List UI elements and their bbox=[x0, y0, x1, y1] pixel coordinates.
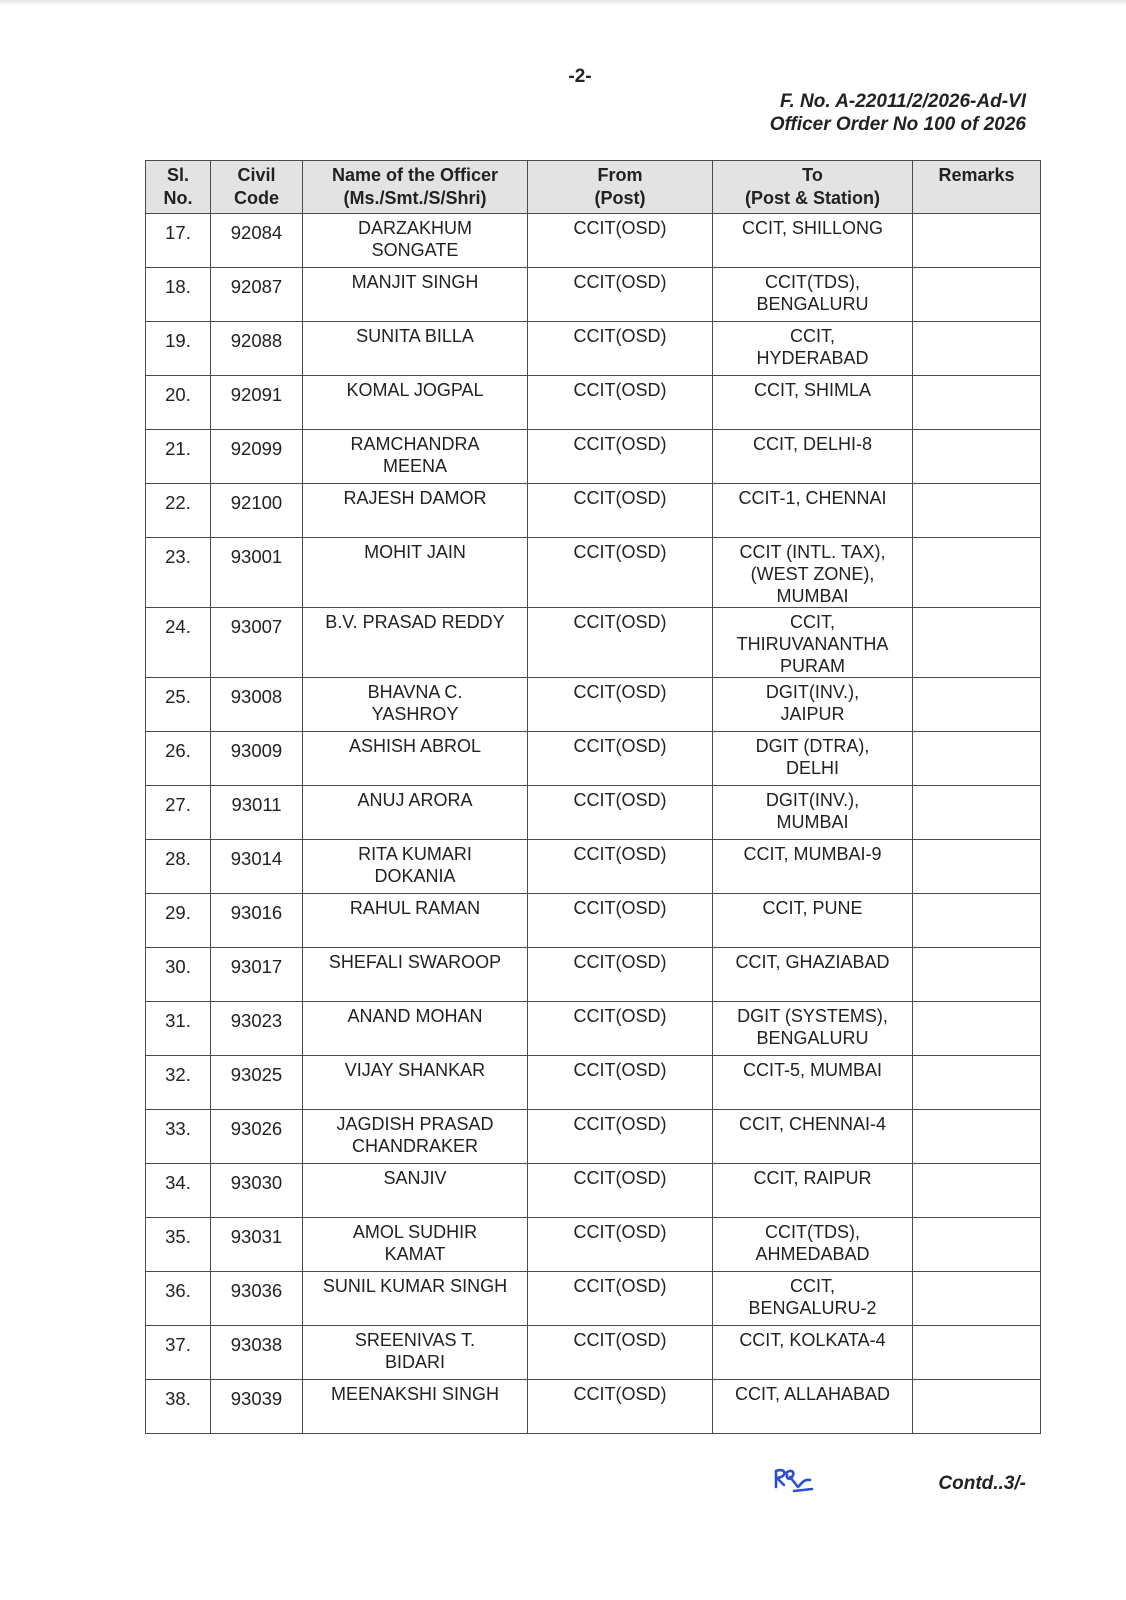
cell-remarks bbox=[913, 1326, 1041, 1380]
cell-sl-no: 21. bbox=[146, 430, 211, 484]
cell-civil-code: 93026 bbox=[211, 1110, 303, 1164]
table-row bbox=[146, 678, 1041, 732]
cell-officer-name: RITA KUMARI DOKANIA bbox=[303, 840, 528, 894]
cell-from-post: CCIT(OSD) bbox=[528, 1002, 713, 1056]
cell-sl-no: 17. bbox=[146, 214, 211, 268]
cell-civil-code: 93038 bbox=[211, 1326, 303, 1380]
cell-to-post-station: CCIT-1, CHENNAI bbox=[713, 484, 913, 538]
cell-to-post-station: CCIT, THIRUVANANTHA PURAM bbox=[713, 608, 913, 678]
cell-remarks bbox=[913, 268, 1041, 322]
cell-from-post: CCIT(OSD) bbox=[528, 608, 713, 678]
cell-to-post-station: CCIT, SHILLONG bbox=[713, 214, 913, 268]
officer-transfer-table bbox=[145, 160, 1041, 1434]
cell-civil-code: 93011 bbox=[211, 786, 303, 840]
cell-to-post-station: CCIT, GHAZIABAD bbox=[713, 948, 913, 1002]
cell-sl-no: 25. bbox=[146, 678, 211, 732]
cell-sl-no: 29. bbox=[146, 894, 211, 948]
cell-from-post: CCIT(OSD) bbox=[528, 538, 713, 608]
table-row bbox=[146, 1326, 1041, 1380]
cell-sl-no: 32. bbox=[146, 1056, 211, 1110]
cell-remarks bbox=[913, 538, 1041, 608]
table-row bbox=[146, 1056, 1041, 1110]
cell-civil-code: 93008 bbox=[211, 678, 303, 732]
cell-from-post: CCIT(OSD) bbox=[528, 894, 713, 948]
cell-civil-code: 92088 bbox=[211, 322, 303, 376]
cell-civil-code: 93001 bbox=[211, 538, 303, 608]
cell-civil-code: 93025 bbox=[211, 1056, 303, 1110]
table-row bbox=[146, 484, 1041, 538]
table-row bbox=[146, 268, 1041, 322]
cell-from-post: CCIT(OSD) bbox=[528, 430, 713, 484]
cell-officer-name: SREENIVAS T. BIDARI bbox=[303, 1326, 528, 1380]
cell-remarks bbox=[913, 430, 1041, 484]
cell-remarks bbox=[913, 894, 1041, 948]
cell-civil-code: 92087 bbox=[211, 268, 303, 322]
cell-officer-name: KOMAL JOGPAL bbox=[303, 376, 528, 430]
cell-civil-code: 92100 bbox=[211, 484, 303, 538]
cell-civil-code: 92084 bbox=[211, 214, 303, 268]
cell-remarks bbox=[913, 786, 1041, 840]
cell-remarks bbox=[913, 322, 1041, 376]
cell-civil-code: 93007 bbox=[211, 608, 303, 678]
cell-from-post: CCIT(OSD) bbox=[528, 1218, 713, 1272]
table-row bbox=[146, 608, 1041, 678]
cell-sl-no: 35. bbox=[146, 1218, 211, 1272]
cell-civil-code: 93039 bbox=[211, 1380, 303, 1434]
cell-remarks bbox=[913, 732, 1041, 786]
column-header-civil-code: Civil Code bbox=[211, 161, 303, 214]
cell-to-post-station: CCIT (INTL. TAX), (WEST ZONE), MUMBAI bbox=[713, 538, 913, 608]
cell-sl-no: 27. bbox=[146, 786, 211, 840]
table-row bbox=[146, 840, 1041, 894]
cell-to-post-station: CCIT, DELHI-8 bbox=[713, 430, 913, 484]
cell-remarks bbox=[913, 376, 1041, 430]
cell-to-post-station: CCIT, KOLKATA-4 bbox=[713, 1326, 913, 1380]
cell-to-post-station: CCIT, ALLAHABAD bbox=[713, 1380, 913, 1434]
page-number: -2- bbox=[568, 66, 592, 87]
cell-sl-no: 28. bbox=[146, 840, 211, 894]
column-header-officer-name: Name of the Officer (Ms./Smt./S/Shri) bbox=[303, 161, 528, 214]
cell-to-post-station: CCIT, BENGALURU-2 bbox=[713, 1272, 913, 1326]
cell-civil-code: 92099 bbox=[211, 430, 303, 484]
cell-officer-name: VIJAY SHANKAR bbox=[303, 1056, 528, 1110]
cell-sl-no: 37. bbox=[146, 1326, 211, 1380]
cell-remarks bbox=[913, 1272, 1041, 1326]
cell-to-post-station: DGIT(INV.), JAIPUR bbox=[713, 678, 913, 732]
cell-to-post-station: CCIT, SHIMLA bbox=[713, 376, 913, 430]
cell-officer-name: B.V. PRASAD REDDY bbox=[303, 608, 528, 678]
table-row bbox=[146, 376, 1041, 430]
file-number: F. No. A-22011/2/2026-Ad-VI bbox=[779, 91, 1026, 112]
cell-civil-code: 93030 bbox=[211, 1164, 303, 1218]
cell-officer-name: SUNIL KUMAR SINGH bbox=[303, 1272, 528, 1326]
cell-to-post-station: CCIT, HYDERABAD bbox=[713, 322, 913, 376]
table-row bbox=[146, 322, 1041, 376]
cell-from-post: CCIT(OSD) bbox=[528, 268, 713, 322]
order-number: Officer Order No 100 of 2026 bbox=[769, 114, 1026, 135]
cell-from-post: CCIT(OSD) bbox=[528, 840, 713, 894]
cell-officer-name: ASHISH ABROL bbox=[303, 732, 528, 786]
cell-from-post: CCIT(OSD) bbox=[528, 1326, 713, 1380]
cell-officer-name: ANAND MOHAN bbox=[303, 1002, 528, 1056]
cell-from-post: CCIT(OSD) bbox=[528, 322, 713, 376]
cell-civil-code: 93036 bbox=[211, 1272, 303, 1326]
table-row bbox=[146, 732, 1041, 786]
cell-officer-name: MOHIT JAIN bbox=[303, 538, 528, 608]
scan-edge bbox=[0, 0, 1126, 6]
cell-sl-no: 38. bbox=[146, 1380, 211, 1434]
cell-from-post: CCIT(OSD) bbox=[528, 376, 713, 430]
signature-initials bbox=[772, 1465, 816, 1500]
cell-sl-no: 18. bbox=[146, 268, 211, 322]
cell-remarks bbox=[913, 1218, 1041, 1272]
cell-civil-code: 93031 bbox=[211, 1218, 303, 1272]
table-row bbox=[146, 538, 1041, 608]
table-row bbox=[146, 1110, 1041, 1164]
table-row bbox=[146, 948, 1041, 1002]
cell-civil-code: 93009 bbox=[211, 732, 303, 786]
cell-sl-no: 31. bbox=[146, 1002, 211, 1056]
table-row bbox=[146, 1272, 1041, 1326]
cell-civil-code: 93014 bbox=[211, 840, 303, 894]
cell-sl-no: 19. bbox=[146, 322, 211, 376]
cell-remarks bbox=[913, 1164, 1041, 1218]
cell-remarks bbox=[913, 214, 1041, 268]
cell-civil-code: 93023 bbox=[211, 1002, 303, 1056]
cell-from-post: CCIT(OSD) bbox=[528, 948, 713, 1002]
cell-from-post: CCIT(OSD) bbox=[528, 786, 713, 840]
cell-to-post-station: DGIT (DTRA), DELHI bbox=[713, 732, 913, 786]
table-row bbox=[146, 1380, 1041, 1434]
cell-officer-name: RAJESH DAMOR bbox=[303, 484, 528, 538]
cell-officer-name: MEENAKSHI SINGH bbox=[303, 1380, 528, 1434]
cell-to-post-station: CCIT(TDS), AHMEDABAD bbox=[713, 1218, 913, 1272]
cell-to-post-station: CCIT(TDS), BENGALURU bbox=[713, 268, 913, 322]
cell-civil-code: 92091 bbox=[211, 376, 303, 430]
cell-officer-name: AMOL SUDHIR KAMAT bbox=[303, 1218, 528, 1272]
cell-officer-name: MANJIT SINGH bbox=[303, 268, 528, 322]
cell-officer-name: JAGDISH PRASAD CHANDRAKER bbox=[303, 1110, 528, 1164]
cell-to-post-station: DGIT (SYSTEMS), BENGALURU bbox=[713, 1002, 913, 1056]
cell-remarks bbox=[913, 1110, 1041, 1164]
cell-officer-name: BHAVNA C. YASHROY bbox=[303, 678, 528, 732]
cell-to-post-station: CCIT-5, MUMBAI bbox=[713, 1056, 913, 1110]
cell-to-post-station: CCIT, MUMBAI-9 bbox=[713, 840, 913, 894]
column-header-remarks: Remarks bbox=[913, 161, 1041, 214]
table-row bbox=[146, 1164, 1041, 1218]
cell-remarks bbox=[913, 608, 1041, 678]
cell-from-post: CCIT(OSD) bbox=[528, 1164, 713, 1218]
cell-sl-no: 26. bbox=[146, 732, 211, 786]
cell-remarks bbox=[913, 948, 1041, 1002]
cell-from-post: CCIT(OSD) bbox=[528, 732, 713, 786]
cell-to-post-station: CCIT, RAIPUR bbox=[713, 1164, 913, 1218]
cell-from-post: CCIT(OSD) bbox=[528, 1056, 713, 1110]
cell-to-post-station: CCIT, CHENNAI-4 bbox=[713, 1110, 913, 1164]
cell-remarks bbox=[913, 678, 1041, 732]
cell-sl-no: 23. bbox=[146, 538, 211, 608]
cell-officer-name: ANUJ ARORA bbox=[303, 786, 528, 840]
cell-officer-name: SUNITA BILLA bbox=[303, 322, 528, 376]
cell-officer-name: SANJIV bbox=[303, 1164, 528, 1218]
column-header-sl-no: Sl. No. bbox=[146, 161, 211, 214]
cell-remarks bbox=[913, 1056, 1041, 1110]
table-row bbox=[146, 894, 1041, 948]
column-header-from-post: From (Post) bbox=[528, 161, 713, 214]
cell-from-post: CCIT(OSD) bbox=[528, 1110, 713, 1164]
continued-note: Contd..3/- bbox=[938, 1473, 1026, 1494]
cell-sl-no: 20. bbox=[146, 376, 211, 430]
table-row bbox=[146, 1002, 1041, 1056]
table-row bbox=[146, 430, 1041, 484]
cell-remarks bbox=[913, 484, 1041, 538]
cell-from-post: CCIT(OSD) bbox=[528, 214, 713, 268]
cell-officer-name: DARZAKHUM SONGATE bbox=[303, 214, 528, 268]
cell-civil-code: 93017 bbox=[211, 948, 303, 1002]
cell-to-post-station: DGIT(INV.), MUMBAI bbox=[713, 786, 913, 840]
table-row bbox=[146, 786, 1041, 840]
table-row bbox=[146, 214, 1041, 268]
cell-remarks bbox=[913, 1002, 1041, 1056]
table-header-row bbox=[146, 161, 1041, 214]
cell-sl-no: 24. bbox=[146, 608, 211, 678]
file-reference bbox=[770, 90, 1026, 136]
cell-sl-no: 22. bbox=[146, 484, 211, 538]
cell-officer-name: RAHUL RAMAN bbox=[303, 894, 528, 948]
cell-civil-code: 93016 bbox=[211, 894, 303, 948]
cell-to-post-station: CCIT, PUNE bbox=[713, 894, 913, 948]
cell-from-post: CCIT(OSD) bbox=[528, 678, 713, 732]
cell-from-post: CCIT(OSD) bbox=[528, 1272, 713, 1326]
cell-sl-no: 36. bbox=[146, 1272, 211, 1326]
cell-sl-no: 30. bbox=[146, 948, 211, 1002]
cell-officer-name: SHEFALI SWAROOP bbox=[303, 948, 528, 1002]
cell-from-post: CCIT(OSD) bbox=[528, 1380, 713, 1434]
table-row bbox=[146, 1218, 1041, 1272]
cell-remarks bbox=[913, 1380, 1041, 1434]
cell-sl-no: 33. bbox=[146, 1110, 211, 1164]
column-header-to-post-station: To (Post & Station) bbox=[713, 161, 913, 214]
table-body bbox=[146, 214, 1041, 1434]
cell-from-post: CCIT(OSD) bbox=[528, 484, 713, 538]
cell-sl-no: 34. bbox=[146, 1164, 211, 1218]
cell-remarks bbox=[913, 840, 1041, 894]
cell-officer-name: RAMCHANDRA MEENA bbox=[303, 430, 528, 484]
